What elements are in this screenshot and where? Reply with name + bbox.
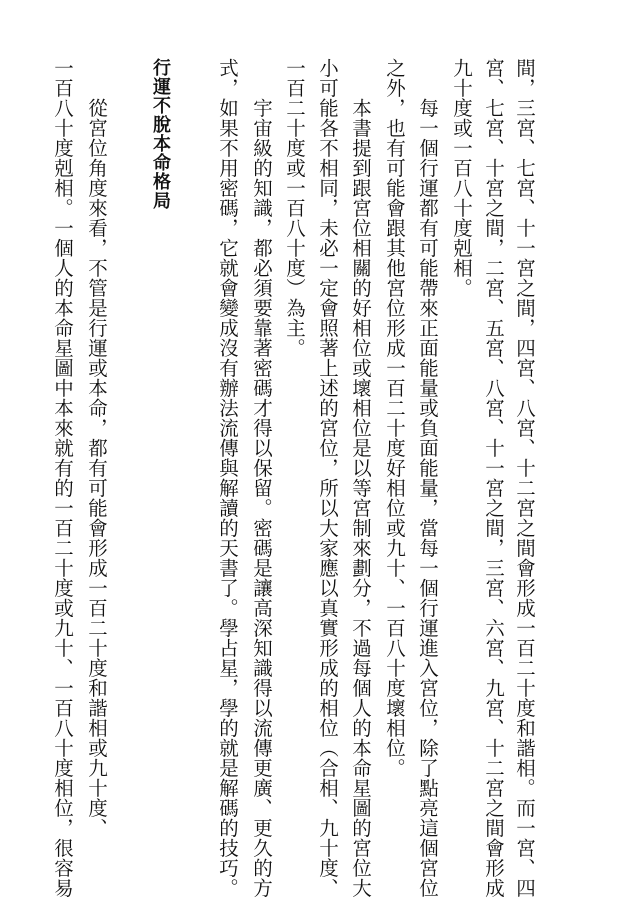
text-column-1: 間，三宮、七宮、十一宮之間，四宮、八宮、十二宮之間會形成一百二十度和諧相。而一宮、四 (513, 58, 536, 898)
text-column-8: 一百二十度或一百八十度）為主。 (283, 58, 306, 358)
text-column-5: 之外，也有可能會跟其他宮位形成一百二十度好相位或九十、一百八十度壞相位。 (383, 58, 406, 778)
text-column-3: 九十度或一百八十度剋相。 (450, 58, 473, 298)
text-column-12: 一百八十度剋相。一個人的本命星圖中本來就有的一百二十度或九十、一百八十度相位，很容易 (51, 58, 74, 898)
text-column-6: 本書提到跟宮位相關的好相位或壞相位是以等宮制來劃分，不過每個人的本命星圖的宮位大 (349, 58, 372, 898)
text-column-10: 式，如果不用密碼，它就會變成沒有辦法流傳與解讀的天書了。學占星，學的就是解碼的技巧。 (216, 58, 239, 898)
section-heading: 行運不脫本命格局 (150, 58, 171, 210)
text-column-4: 每一個行運都有可能帶來正面能量或負面能量，當每一個行運進入宮位，除了點亮這個宮位 (416, 58, 439, 898)
text-column-7: 小可能各不相同，未必一定會照著上述的宮位，所以大家應以真實形成的相位（合相、九十度、 (316, 58, 339, 898)
text-column-2: 宮、七宮、十宮之間，二宮、五宮、八宮、十一宮之間，三宮、六宮、九宮、十二宮之間會形成 (482, 58, 505, 898)
text-column-9: 宇宙級的知識，都必須要靠著密碼才得以保留。密碼是讓高深知識得以流傳更廣、更久的方 (250, 58, 273, 898)
text-column-11: 從宮位角度來看，不管是行運或本命，都有可能會形成一百二十度和諧相或九十度、 (85, 58, 108, 838)
